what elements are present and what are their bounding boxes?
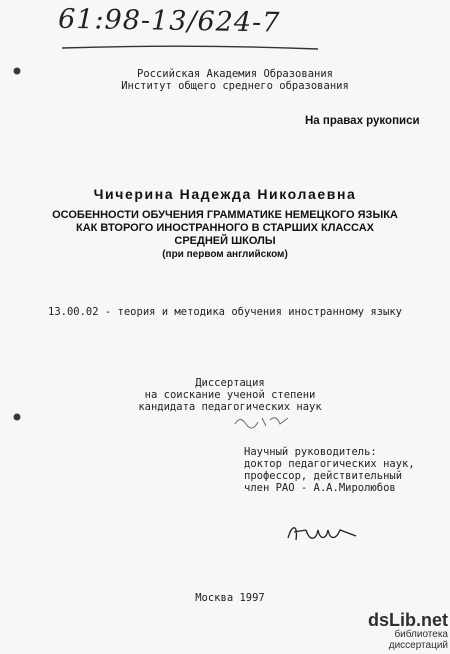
watermark-subtitle: библиотека диссертаций [388, 629, 448, 651]
archive-code-underline [60, 42, 320, 52]
degree-field: кандидата педагогических наук [138, 401, 322, 413]
handwritten-mark [232, 412, 292, 430]
watermark-site: dsLib.net [368, 610, 448, 630]
academy-name: Российская Академия Образования [137, 68, 333, 80]
archive-code-handwritten: 61:98-13/624-7 [57, 3, 281, 39]
rights-notice: На правах рукописи [305, 115, 420, 127]
institute-name: Институт общего среднего образования [121, 80, 349, 92]
specialty-code: 13.00.02 - теория и методика обучения иностранному языку [48, 306, 403, 318]
city-year: Москва 1997 [195, 592, 265, 604]
advisor-name: член РАО - А.А.Миролюбов [244, 482, 396, 494]
author-name: Чичерина Надежда Николаевна [93, 186, 357, 202]
advisor-label: Научный руководитель: [244, 446, 377, 458]
thesis-title-note: (при первом английском) [162, 249, 288, 260]
advisor-title: профессор, действительный [244, 470, 403, 482]
watermark [338, 610, 448, 651]
signature [282, 518, 362, 548]
thesis-title-line3: СРЕДНЕЙ ШКОЛЫ [174, 235, 276, 247]
degree-line: на соискание ученой степени [144, 389, 316, 401]
punch-mark-icon [12, 66, 22, 76]
thesis-title-line2: КАК ВТОРОГО ИНОСТРАННОГО В СТАРШИХ КЛАССАХ [76, 222, 374, 234]
dissertation-label: Диссертация [195, 377, 265, 389]
punch-mark-icon [12, 412, 22, 422]
thesis-title-line1: ОСОБЕННОСТИ ОБУЧЕНИЯ ГРАММАТИКЕ НЕМЕЦКОГО ЯЗЫКА [52, 209, 398, 221]
advisor-degree: доктор педагогических наук, [244, 458, 415, 470]
